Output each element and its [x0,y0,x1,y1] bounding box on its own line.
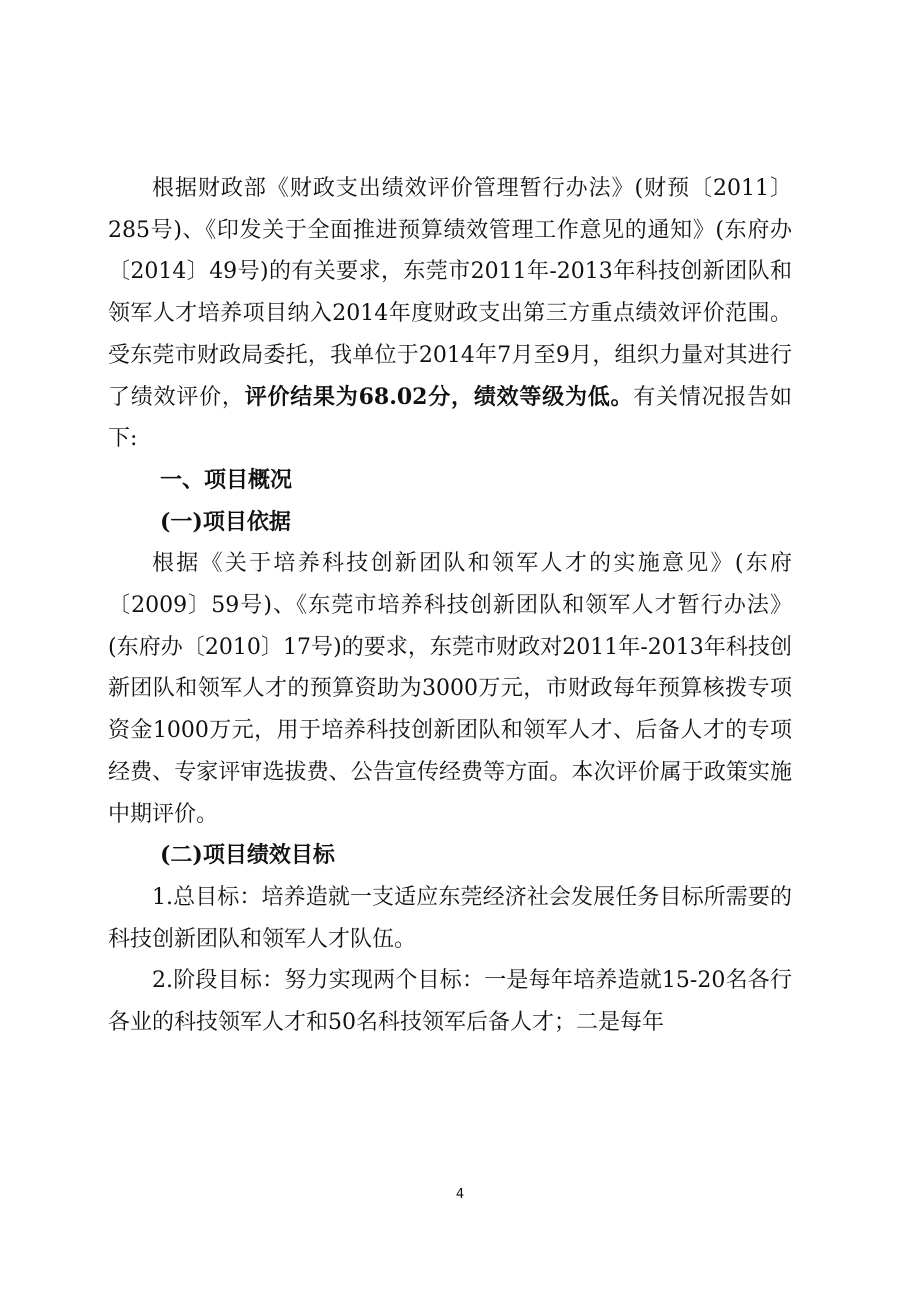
subsection-heading-project-basis: (一)项目依据 [160,508,291,535]
page-number: 4 [455,1187,465,1202]
stage-goal-paragraph: 2.阶段目标：努力实现两个目标：一是每年培养造就15-20名各行各业的科技领军人才和50名科技领军后备人才；二是每年 [108,968,792,1036]
overall-goal-paragraph: 1.总目标：培养造就一支适应东莞经济社会发展任务目标所需要的科技创新团队和领军人才队伍。 [108,884,792,952]
project-basis-paragraph: 根据《关于培养科技创新团队和领军人才的实施意见》(东府〔2009〕59号)、《东莞市培养科技创新团队和领军人才暂行办法》(东府办〔2010〕17号)的要求，东莞市财政对2011年-2013年科技创新团队和领军人才的预算资助为3000万元，市财政每年预算核拨专项资金1000万元，用于培养科技创新团队和领军人才、后备人才的专项经费、专家评审选拔费、公告宣传经费等方面。本次评价属于政策实施中期评价。 [108,551,792,827]
document-body [108,168,792,1044]
evaluation-result-bold: 评价结果为68.02分，绩效等级为低。 [244,383,634,410]
section-heading-project-overview: 一、项目概况 [160,466,293,493]
subsection-heading-performance-goals: (二)项目绩效目标 [160,842,335,869]
intro-text: 根据财政部《财政支出绩效评价管理暂行办法》(财预〔2011〕285号)、《印发关于全面推进预算绩效管理工作意见的通知》(东府办〔2014〕49号)的有关要求，东莞市2011年-2013年科技创新团队和领军人才培养项目纳入2014年度财政支出第三方重点绩效评价范围。受东莞市财政局委托，我单位于2014年7月至9月，组织力量对其进行了绩效评价， [108,176,792,410]
intro-paragraph [108,168,792,460]
intro-tail: 有关情况报告如下: [108,384,792,452]
